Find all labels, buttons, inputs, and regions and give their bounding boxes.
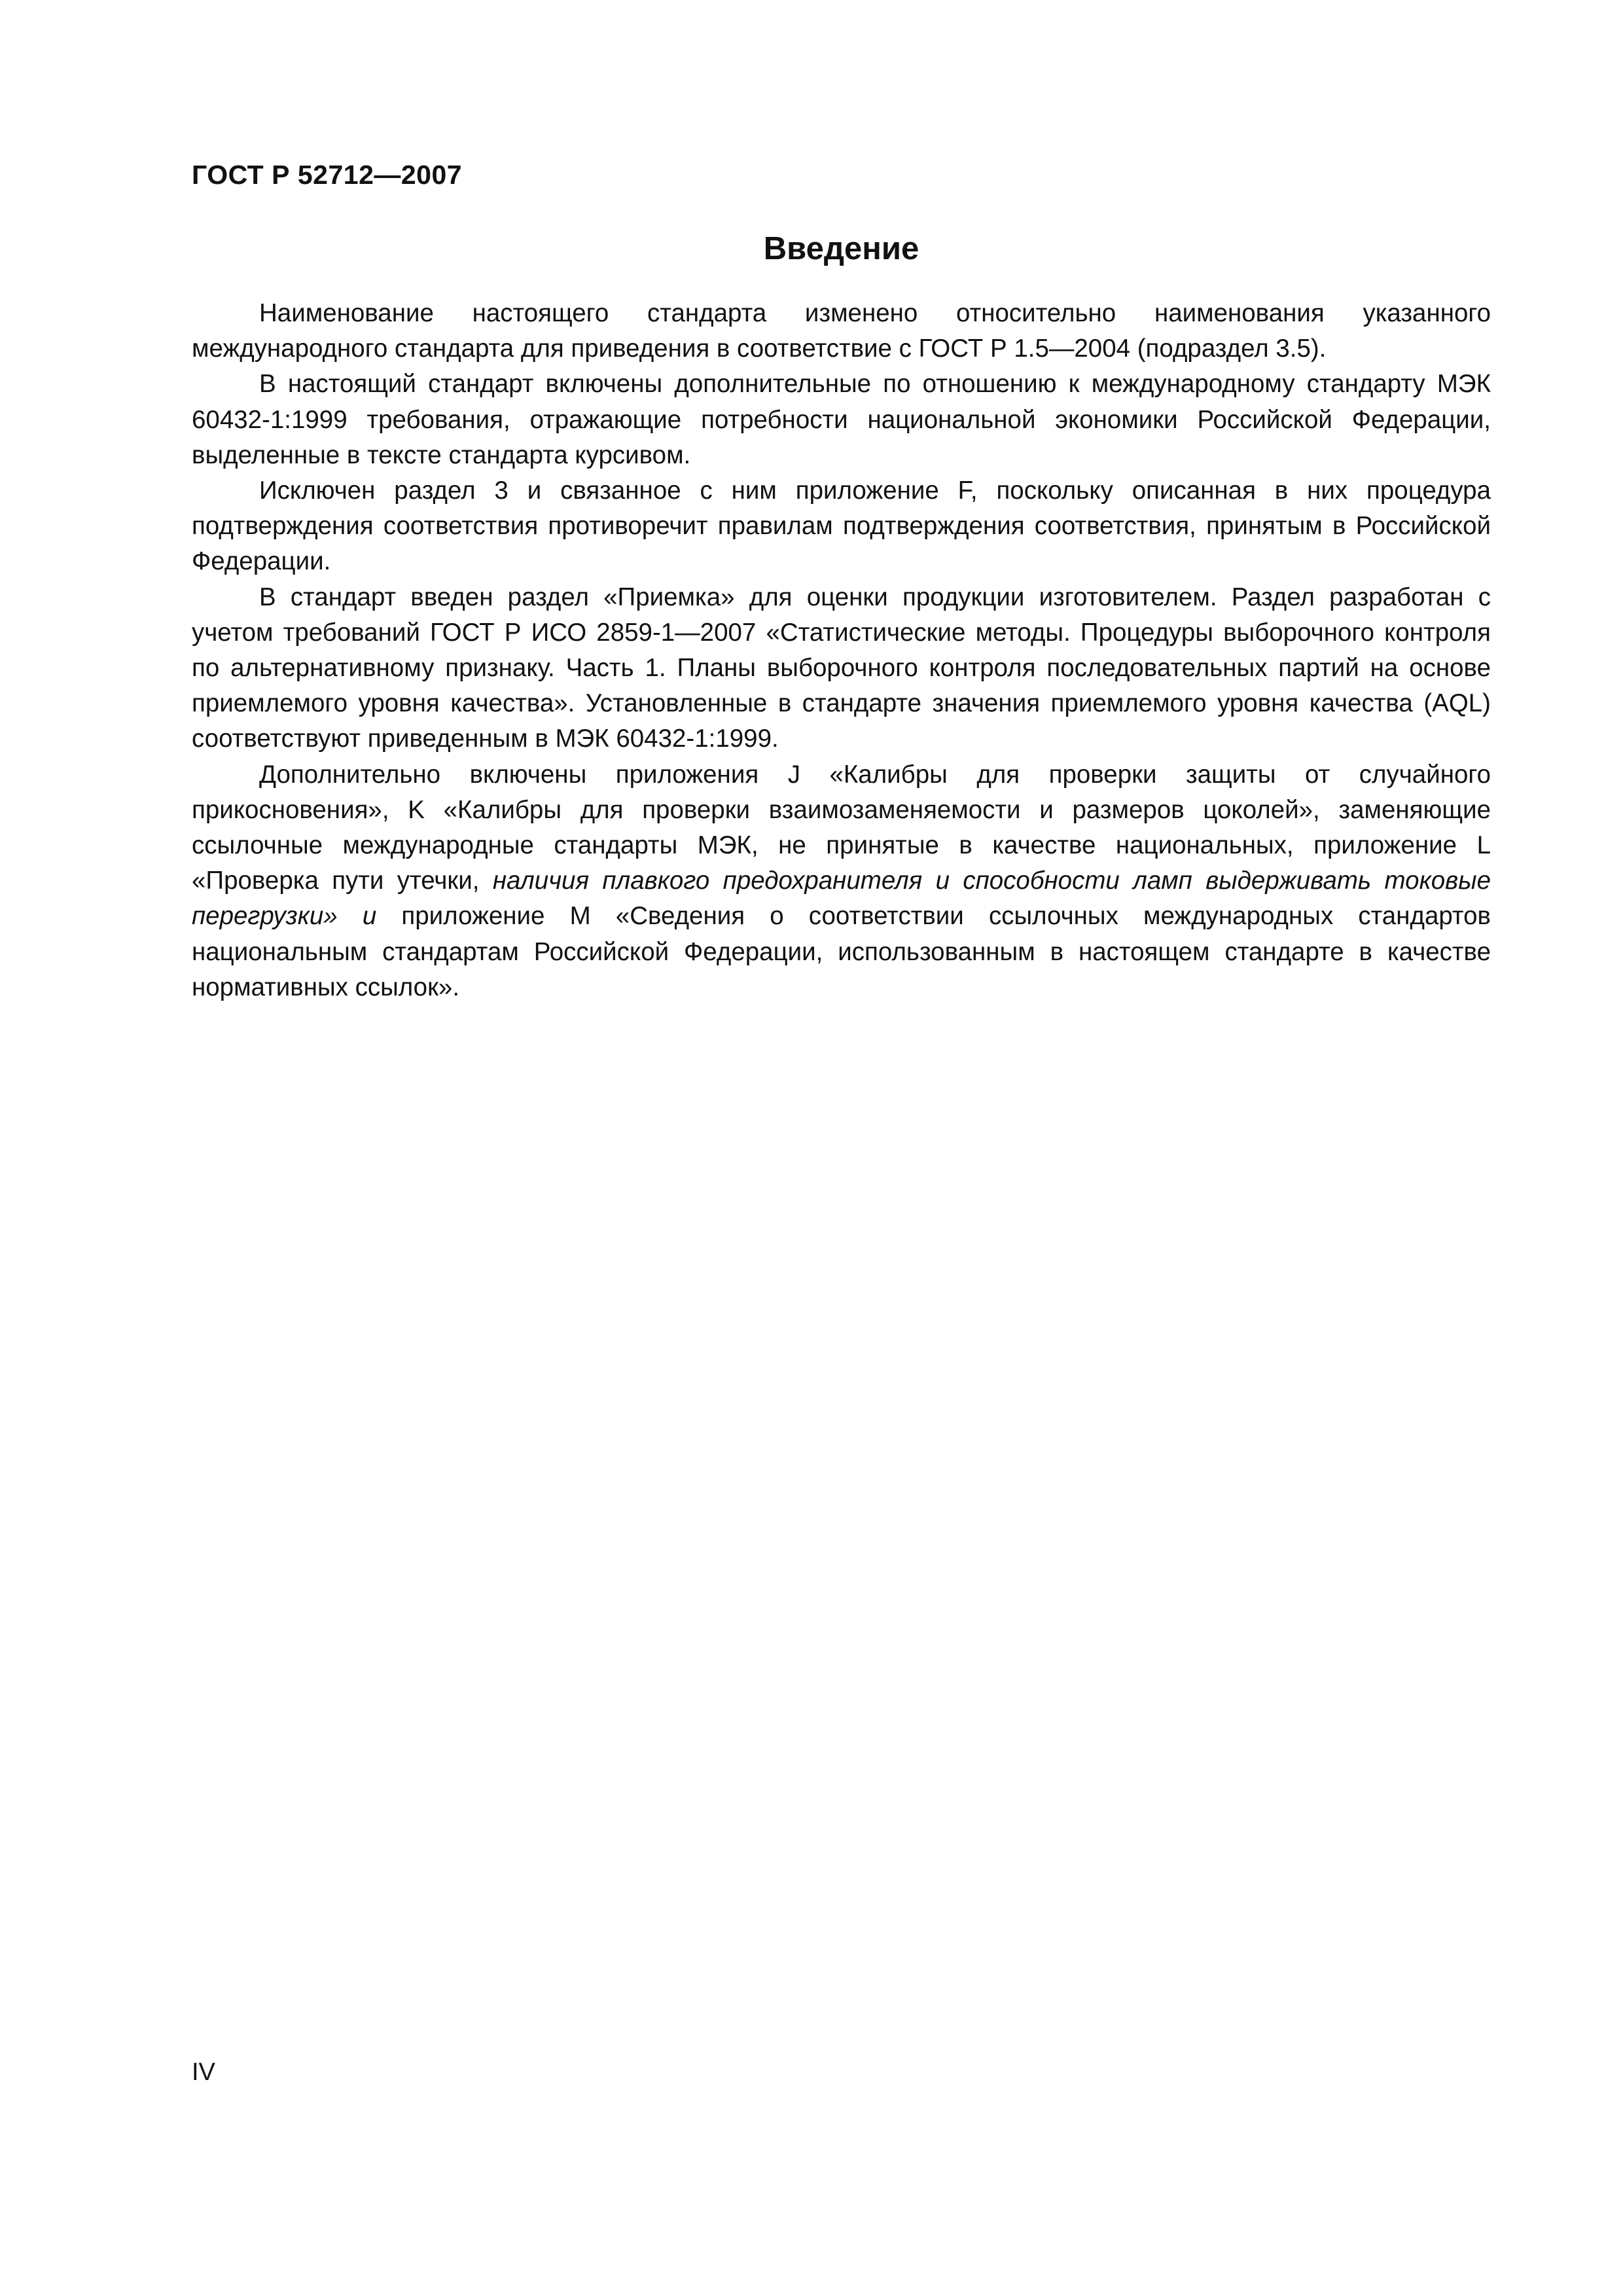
paragraph-additional-annexes — [192, 757, 1491, 1005]
annexes-text-part1: Дополнительно включены приложения J «Калибры для проверки защиты от случайного прикосновения», K «Калибры для проверки взаимозаменяемости и размеров цоколей», заменяющие ссылочные международные стандарты МЭК, не принятые в качестве национальных, приложение L «Проверка пути утечки, — [192, 760, 1491, 895]
annexes-text-part2: приложение М «Сведения о соответствии ссылочных международных стандартов национальным стандартам Российской Федерации, использованным в настоящем стандарте в качестве нормативных ссылок». — [192, 902, 1491, 1001]
paragraph-additional-requirements: В настоящий стандарт включены дополнительные по отношению к международному стандарту МЭК 60432-1:1999 требования, отражающие потребности национальной экономики Российской Федерации, выделенные в тексте стандарта курсивом. — [192, 370, 1491, 469]
section-title: Введение — [763, 231, 919, 266]
document-code-header: ГОСТ Р 52712—2007 — [192, 160, 463, 190]
introduction-body — [192, 296, 1491, 1005]
paragraph-title-change: Наименование настоящего стандарта изменено относительно наименования указанного международного стандарта для приведения в соответствие с ГОСТ Р 1.5—2004 (подраздел 3.5). — [192, 299, 1491, 363]
paragraph-acceptance-section: В стандарт введен раздел «Приемка» для оценки продукции изготовителем. Раздел разработан с учетом требований ГОСТ Р ИСО 2859-1—2007 «Статистические методы. Процедуры выборочного контроля по альтернативному признаку. Часть 1. Планы выборочного контроля последовательных партий на основе приемлемого уровня качества». Установленные в стандарте значения приемлемого уровня качества (AQL) соответствуют приведенным в МЭК 60432-1:1999. — [192, 583, 1491, 753]
page-number: IV — [192, 2058, 215, 2086]
annexes-text-italic: наличия плавкого предохранителя и способности ламп выдерживать токовые перегрузки» и — [192, 867, 1491, 931]
paragraph-excluded-section: Исключен раздел 3 и связанное с ним приложение F, поскольку описанная в них процедура подтверждения соответствия противоречит правилам подтверждения соответствия, принятым в Российской Федерации. — [192, 476, 1491, 576]
